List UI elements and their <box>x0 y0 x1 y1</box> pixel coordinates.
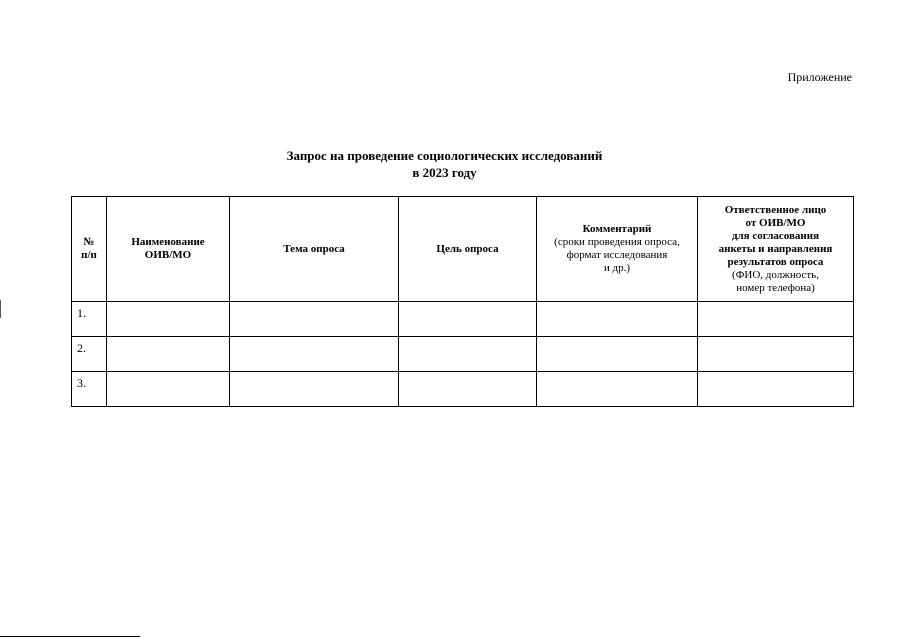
header-responsible-line5: результатов опроса <box>727 255 824 268</box>
cell-responsible <box>698 372 854 407</box>
appendix-label: Приложение <box>787 70 852 84</box>
header-number-line2: п/п <box>81 249 97 261</box>
header-comment <box>537 197 698 302</box>
cell-responsible <box>698 337 854 372</box>
header-number-line1: № <box>83 236 95 248</box>
header-comment-title: Комментарий <box>582 223 652 235</box>
header-responsible <box>698 197 854 302</box>
cell-org-name <box>107 337 230 372</box>
scan-bottom-mark <box>0 636 140 637</box>
row-number: 3. <box>72 372 107 407</box>
cell-comment <box>537 302 698 337</box>
cell-goal <box>399 337 537 372</box>
header-comment-detail-3: и др.) <box>603 262 631 274</box>
cell-comment <box>537 372 698 407</box>
header-number <box>72 197 107 302</box>
header-org-name-line1: Наименование <box>131 236 205 248</box>
row-number: 1. <box>72 302 107 337</box>
row-number: 2. <box>72 337 107 372</box>
cell-comment <box>537 337 698 372</box>
header-responsible-line4: анкеты и направления <box>718 242 833 255</box>
table-header-row <box>72 197 854 302</box>
header-org-name <box>107 197 230 302</box>
document-title: Запрос на проведение социологических исследований <box>286 148 603 163</box>
header-responsible-detail-1: (ФИО, должность, <box>732 268 819 281</box>
header-comment-detail-2: формат исследования <box>566 249 668 261</box>
header-goal-label: Цель опроса <box>436 242 499 255</box>
cell-org-name <box>107 302 230 337</box>
cell-responsible <box>698 302 854 337</box>
cell-goal <box>399 372 537 407</box>
cell-org-name <box>107 372 230 407</box>
header-topic <box>230 197 399 302</box>
header-comment-detail-1: (сроки проведения опроса, <box>554 236 680 248</box>
header-goal <box>399 197 537 302</box>
table-row <box>72 372 854 407</box>
header-topic-label: Тема опроса <box>283 242 345 255</box>
table-row <box>72 337 854 372</box>
table-row <box>72 302 854 337</box>
cell-topic <box>230 337 399 372</box>
header-responsible-line2: от ОИВ/МО <box>745 216 806 229</box>
request-table <box>71 196 854 407</box>
cell-goal <box>399 302 537 337</box>
cell-topic <box>230 372 399 407</box>
scan-edge-mark <box>0 300 1 318</box>
header-responsible-detail-2: номер телефона) <box>736 281 815 294</box>
header-responsible-line3: для согласования <box>731 229 820 242</box>
header-org-name-line2: ОИВ/МО <box>144 249 192 261</box>
header-responsible-line1: Ответственное лицо <box>724 203 827 216</box>
cell-topic <box>230 302 399 337</box>
document-title-year: в 2023 году <box>412 165 477 180</box>
